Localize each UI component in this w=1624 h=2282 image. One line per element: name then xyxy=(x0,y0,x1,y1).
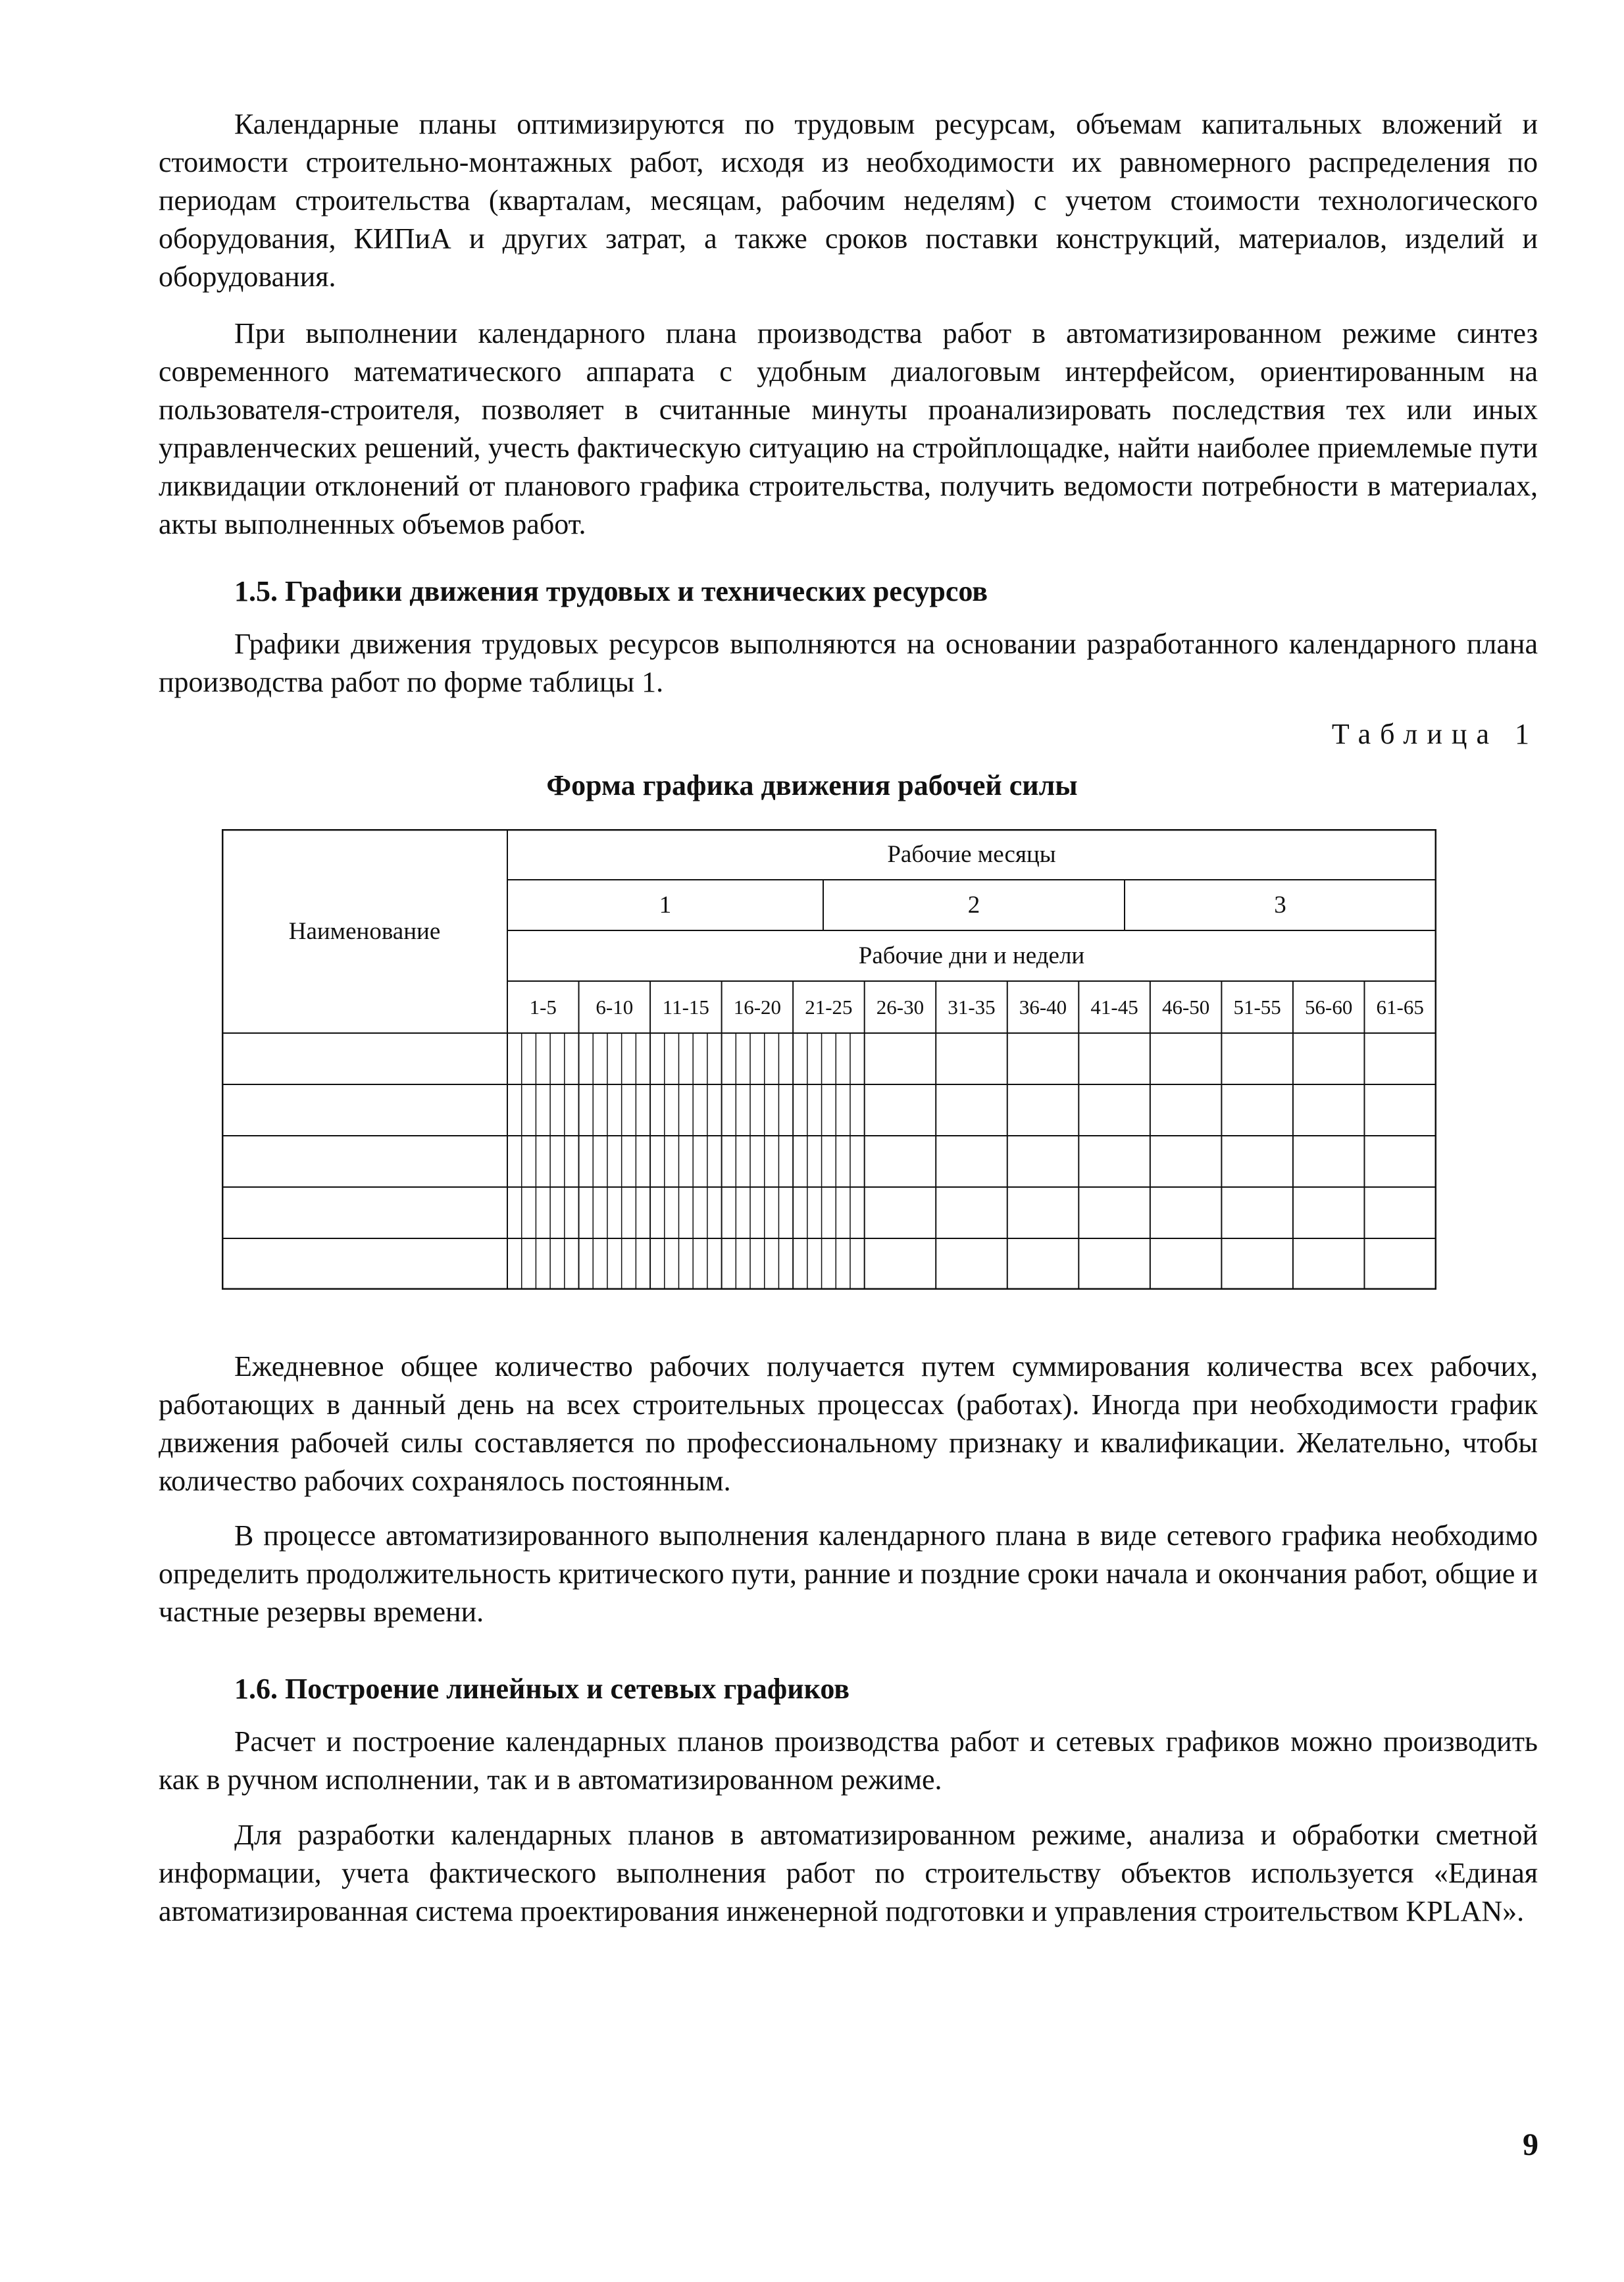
month-header-3: 3 xyxy=(1274,892,1286,919)
week-range-label: 31-35 xyxy=(948,995,996,1019)
column-header-working-months: Рабочие месяцы xyxy=(887,841,1056,868)
column-header-name: Наименование xyxy=(288,917,441,945)
paragraph-labor-schedules xyxy=(159,625,1538,701)
month-header-2: 2 xyxy=(967,892,980,919)
paragraph-text: Календарные планы оптимизируются по трудовым ресурсам, объемам капитальных вложений и стоимости строительно-монтажных работ, исходя из необходимости их равномерного распределения по периодам строительства (кварталам, месяцам, рабочим неделям) с учетом стоимости технологического оборудования, КИПиА и других затрат, а также сроков поставки конструкций, материалов, изделий и оборудования. xyxy=(159,108,1538,293)
week-range-label: 61-65 xyxy=(1376,995,1424,1019)
week-range-label: 16-20 xyxy=(733,995,782,1019)
paragraph-text: Для разработки календарных планов в автоматизированном режиме, анализа и обработки сметной информации, учета фактического выполнения работ по строительству объектов используется «Единая автоматизированная система проектирования инженерной подготовки и управления строительством KPLAN». xyxy=(159,1819,1538,1927)
column-header-working-days-weeks: Рабочие дни и недели xyxy=(858,942,1085,969)
table-number-label: Таблица 1 xyxy=(1331,718,1538,750)
week-range-label: 41-45 xyxy=(1090,995,1138,1019)
paragraph-kplan-system xyxy=(159,1816,1538,1931)
workforce-schedule-table xyxy=(222,829,1436,1290)
page-number: 9 xyxy=(1523,2127,1538,2162)
paragraph-text: При выполнении календарного плана производства работ в автоматизированном режиме синтез современного математического аппарата с удобным диалоговым интерфейсом, ориентированным на пользователя-строителя, позволяет в считанные минуты проанализировать последствия тех или иных управленческих решений, учесть фактическую ситуацию на стройплощадке, найти наиболее приемлемые пути ликвидации отклонений от планового графика строительства, получить ведомости потребности в материалах, акты выполненных объемов работ. xyxy=(159,317,1538,540)
table-title: Форма графика движения рабочей силы xyxy=(546,769,1078,801)
section-heading-1-5: 1.5. Графики движения трудовых и технических ресурсов xyxy=(234,575,988,607)
week-range-label: 11-15 xyxy=(662,995,709,1019)
paragraph-automated-mode xyxy=(159,315,1538,544)
week-range-label: 56-60 xyxy=(1305,995,1353,1019)
paragraph-text: Ежедневное общее количество рабочих получается путем суммирования количества всех рабочих, работающих в данный день на всех строительных процессах (работах). Иногда при необходимости график движения рабочей силы составляется по профессиональному признаку и квалификации. Желательно, чтобы количество рабочих сохранялось постоянным. xyxy=(159,1350,1538,1497)
paragraph-daily-workers xyxy=(159,1348,1538,1500)
section-heading-1-6: 1.6. Построение линейных и сетевых графиков xyxy=(234,1673,850,1705)
week-range-label: 1-5 xyxy=(529,995,557,1019)
paragraph-network-schedule xyxy=(159,1517,1538,1631)
paragraph-text: Графики движения трудовых ресурсов выполняются на основании разработанного календарного плана производства работ по форме таблицы 1. xyxy=(159,628,1538,698)
week-range-label: 6-10 xyxy=(596,995,634,1019)
paragraph-calendar-optimization xyxy=(159,105,1538,296)
week-range-label: 46-50 xyxy=(1161,995,1210,1019)
paragraph-calculation xyxy=(159,1723,1538,1799)
week-range-label: 36-40 xyxy=(1019,995,1067,1019)
month-header-1: 1 xyxy=(659,892,672,919)
week-range-label: 21-25 xyxy=(805,995,853,1019)
paragraph-text: Расчет и построение календарных планов производства работ и сетевых графиков можно производить как в ручном исполнении, так и в автоматизированном режиме. xyxy=(159,1725,1538,1796)
week-range-label: 51-55 xyxy=(1233,995,1281,1019)
paragraph-text: В процессе автоматизированного выполнения календарного плана в виде сетевого графика необходимо определить продолжительность критического пути, ранние и поздние сроки начала и окончания работ, общие и частные резервы времени. xyxy=(159,1519,1538,1628)
week-range-label: 26-30 xyxy=(876,995,925,1019)
